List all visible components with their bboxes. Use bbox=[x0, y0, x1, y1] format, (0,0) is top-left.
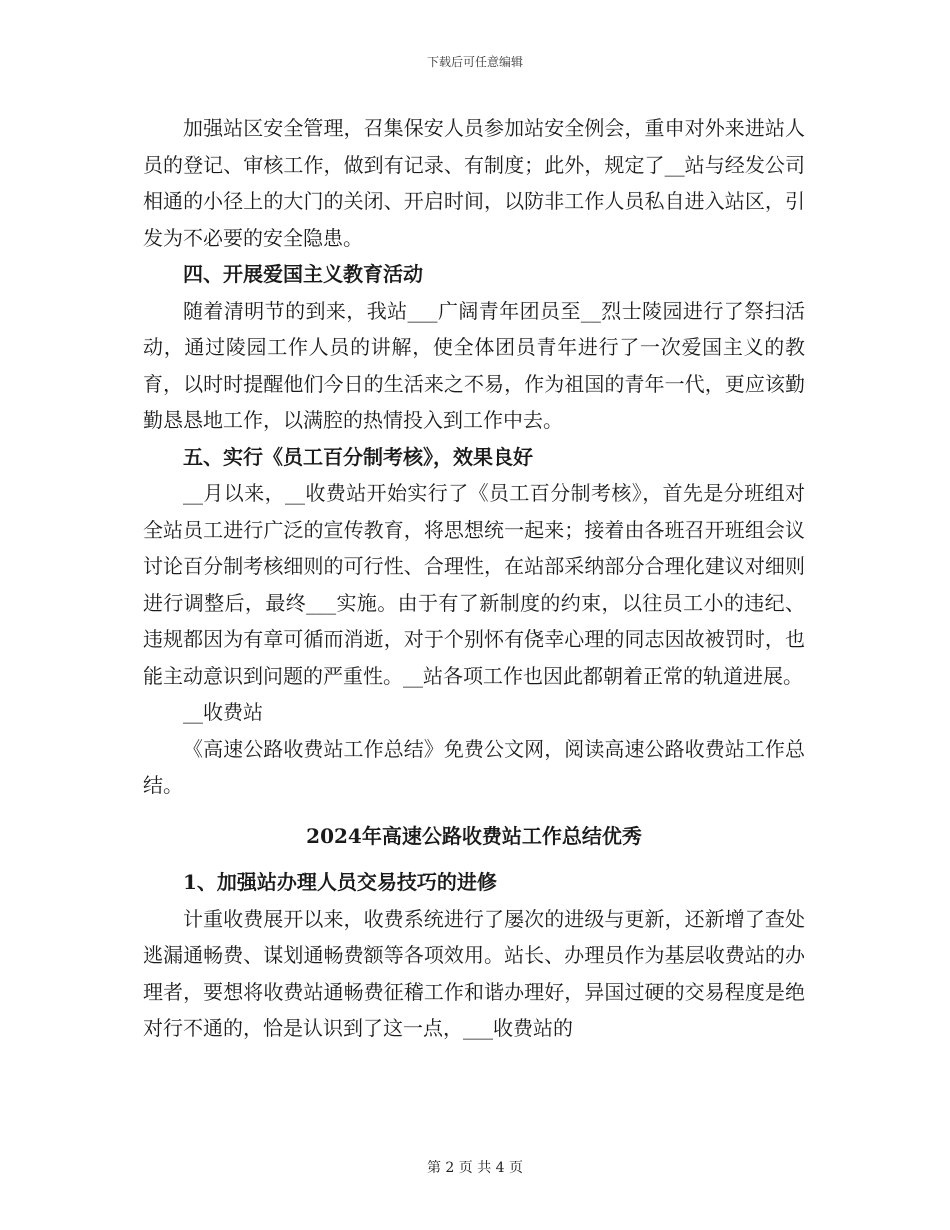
section-heading-4: 四、开展爱国主义教育活动 bbox=[183, 262, 423, 286]
document-title: 2024年高速公路收费站工作总结优秀 bbox=[306, 823, 642, 848]
paragraph-assessment: __月以来，__收费站开始实行了《员工百分制考核》，首先是分班组对全站员工进行广泛的宣传教育，将思想统一起来；接着由各班召开班组会议讨论百分制考核细则的可行性、合理性，在站部采纳部分合理化建议对细则进行调整后，最终___实施。由于有了新制度的约束，以往员工小的违纪、违规都因为有章可循而消逝，对于个别怀有侥幸心理的同志因故被罚时，也能主动意识到问题的严重性。__站各项工作也因此都朝着正常的轨道进展。 bbox=[143, 481, 805, 688]
section-heading-5: 五、实行《员工百分制考核》，效果良好 bbox=[183, 444, 533, 469]
paragraph-safety-management: 加强站区安全管理，召集保安人员参加站安全例会，重申对外来进站人员的登记、审核工作，做到有记录、有制度；此外，规定了__站与经发公司相通的小径上的大门的关闭、开启时间，以防非工作人员私自进入站区，引发为不必要的安全隐患。 bbox=[143, 116, 805, 250]
page-header: 下载后可任意编辑 bbox=[426, 55, 523, 69]
signature-station: __收费站 bbox=[183, 700, 263, 724]
paragraph-source-note: 《高速公路收费站工作总结》免费公文网，阅读高速公路收费站工作总结。 bbox=[143, 736, 805, 797]
paragraph-patriotic-education: 随着清明节的到来，我站___广阔青年团员至__烈士陵园进行了祭扫活动，通过陵园工作人员的讲解，使全体团员青年进行了一次爱国主义的教育，以时时提醒他们今日的生活来之不易，作为祖国的青年一代，更应该勤勤恳恳地工作，以满腔的热情投入到工作中去。 bbox=[143, 298, 805, 432]
page-footer: 第 2 页 共 4 页 bbox=[426, 1160, 524, 1176]
document-body bbox=[143, 110, 805, 1047]
sub-heading-1: 1、加强站办理人员交易技巧的进修 bbox=[183, 870, 497, 894]
paragraph-weight-charging: 计重收费展开以来，收费系统进行了屡次的进级与更新，还新增了查处逃漏通畅费、谋划通畅费额等各项效用。站长、办理员作为基层收费站的办理者，要想将收费站通畅费征稽工作和谐办理好，异国过硬的交易程度是绝对行不通的，恰是认识到了这一点，___收费站的 bbox=[143, 906, 805, 1040]
